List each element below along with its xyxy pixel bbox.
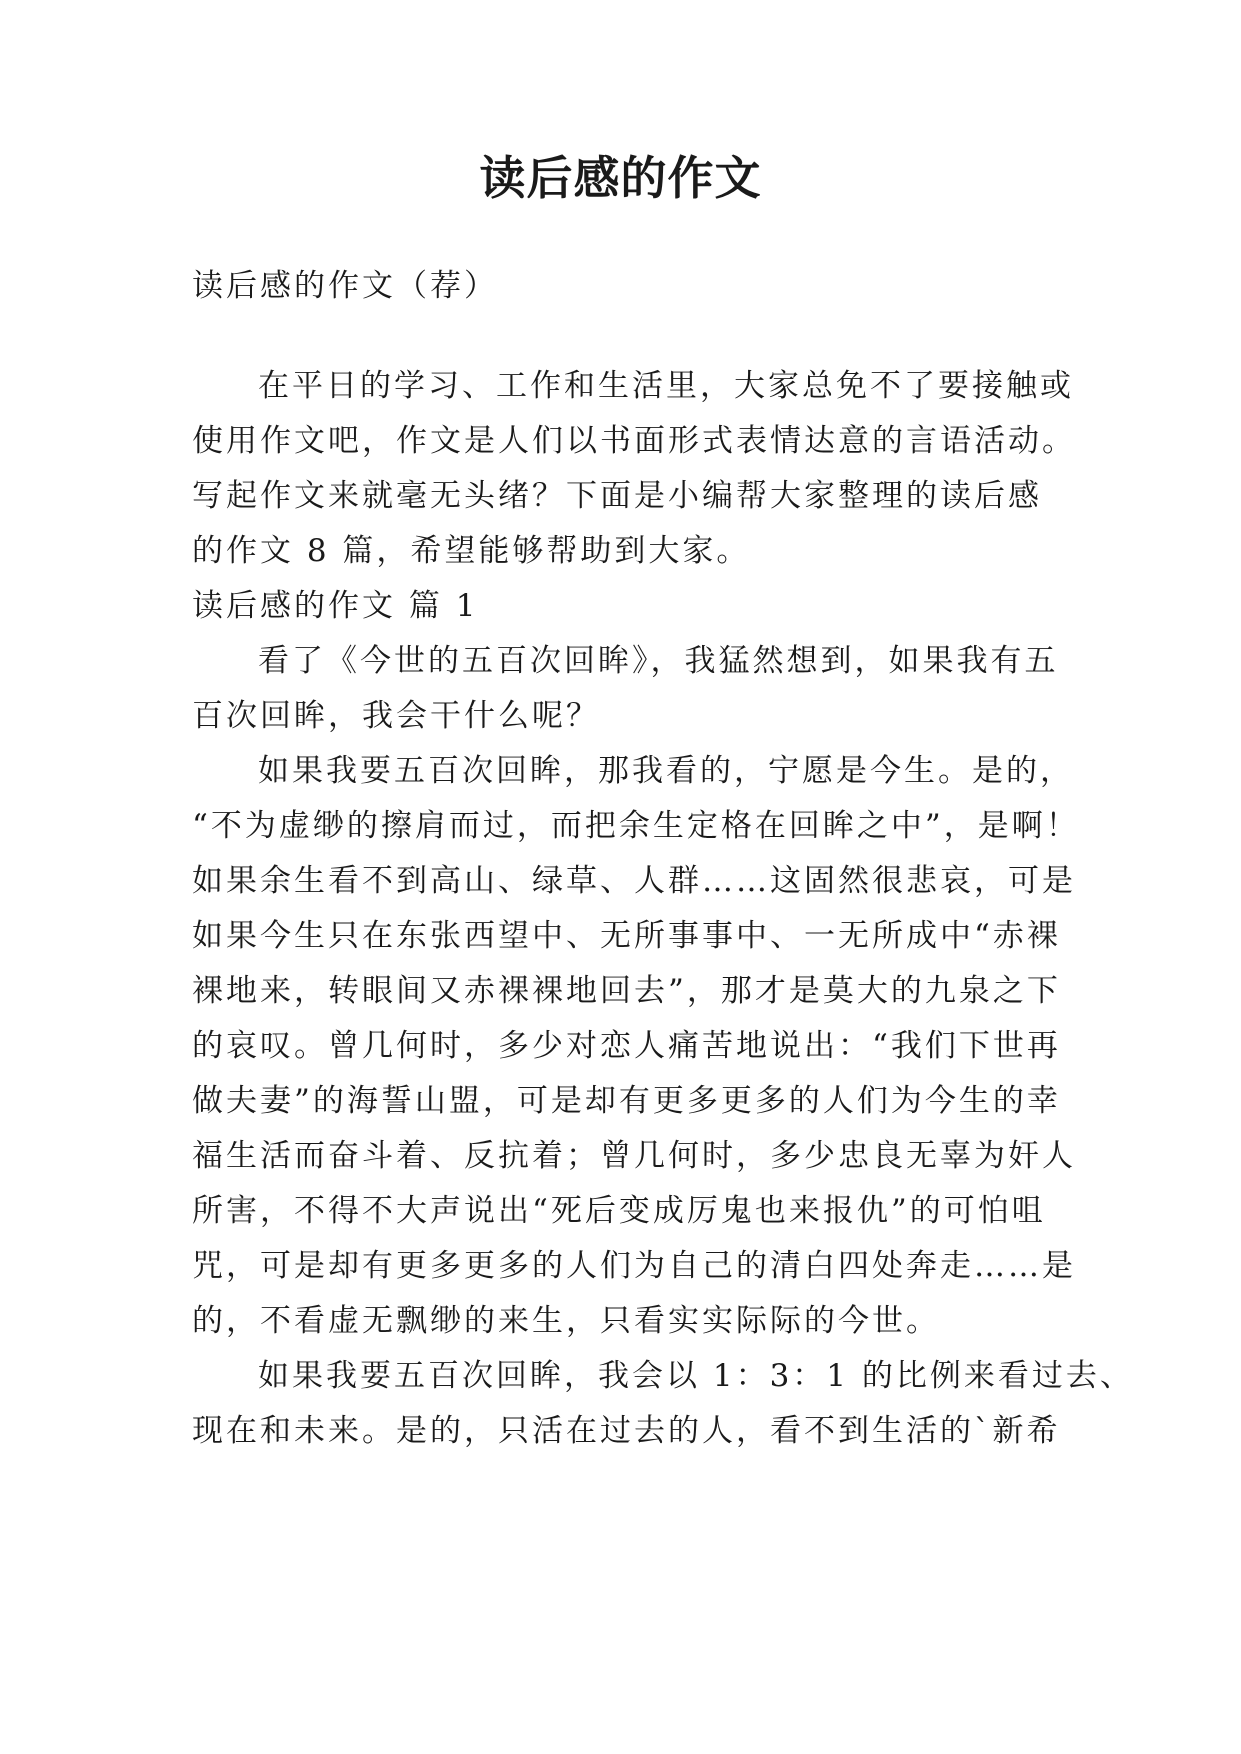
text-line: 百次回眸，我会干什么呢？ [192, 698, 600, 734]
document-subtitle: 读后感的作文（荐） [192, 268, 498, 304]
text-line: 如果余生看不到高山、绿草、人群……这固然很悲哀，可是 [192, 863, 1076, 899]
text-line: 如果我要五百次回眸，那我看的，宁愿是今生。是的， [258, 753, 1074, 789]
text-line: 所害，不得不大声说出“死后变成厉鬼也来报仇”的可怕咀 [192, 1193, 1046, 1229]
text-line: 裸地来，转眼间又赤裸裸地回去”，那才是莫大的九泉之下 [192, 973, 1061, 1009]
text-line: 现在和未来。是的，只活在过去的人，看不到生活的`新希 [192, 1413, 1061, 1449]
text-line: 在平日的学习、工作和生活里，大家总免不了要接触或 [258, 368, 1074, 404]
text-line: 使用作文吧，作文是人们以书面形式表情达意的言语活动。 [192, 423, 1076, 459]
text-line: 福生活而奋斗着、反抗着；曾几何时，多少忠良无辜为奸人 [192, 1138, 1076, 1174]
text-line: 看了《今世的五百次回眸》，我猛然想到，如果我有五 [258, 643, 1059, 679]
text-line: 写起作文来就毫无头绪？下面是小编帮大家整理的读后感 [192, 478, 1042, 514]
text-line: 咒，可是却有更多更多的人们为自己的清白四处奔走……是 [192, 1248, 1076, 1284]
text-line: 的，不看虚无飘缈的来生，只看实实际际的今世。 [192, 1303, 940, 1339]
text-line: “不为虚缈的擦肩而过，而把余生定格在回眸之中”，是啊！ [192, 808, 1080, 844]
page-title: 读后感的作文 [479, 151, 762, 205]
text-line: 如果今生只在东张西望中、无所事事中、一无所成中“赤裸 [192, 918, 1061, 954]
text-line: 如果我要五百次回眸，我会以 1：3：1 的比例来看过去、 [258, 1358, 1134, 1394]
section-heading: 读后感的作文 篇 1 [192, 588, 479, 624]
text-line: 做夫妻”的海誓山盟，可是却有更多更多的人们为今生的幸 [192, 1083, 1061, 1119]
text-line: 的作文 8 篇，希望能够帮助到大家。 [192, 533, 751, 569]
text-line: 的哀叹。曾几何时，多少对恋人痛苦地说出：“我们下世再 [192, 1028, 1061, 1064]
